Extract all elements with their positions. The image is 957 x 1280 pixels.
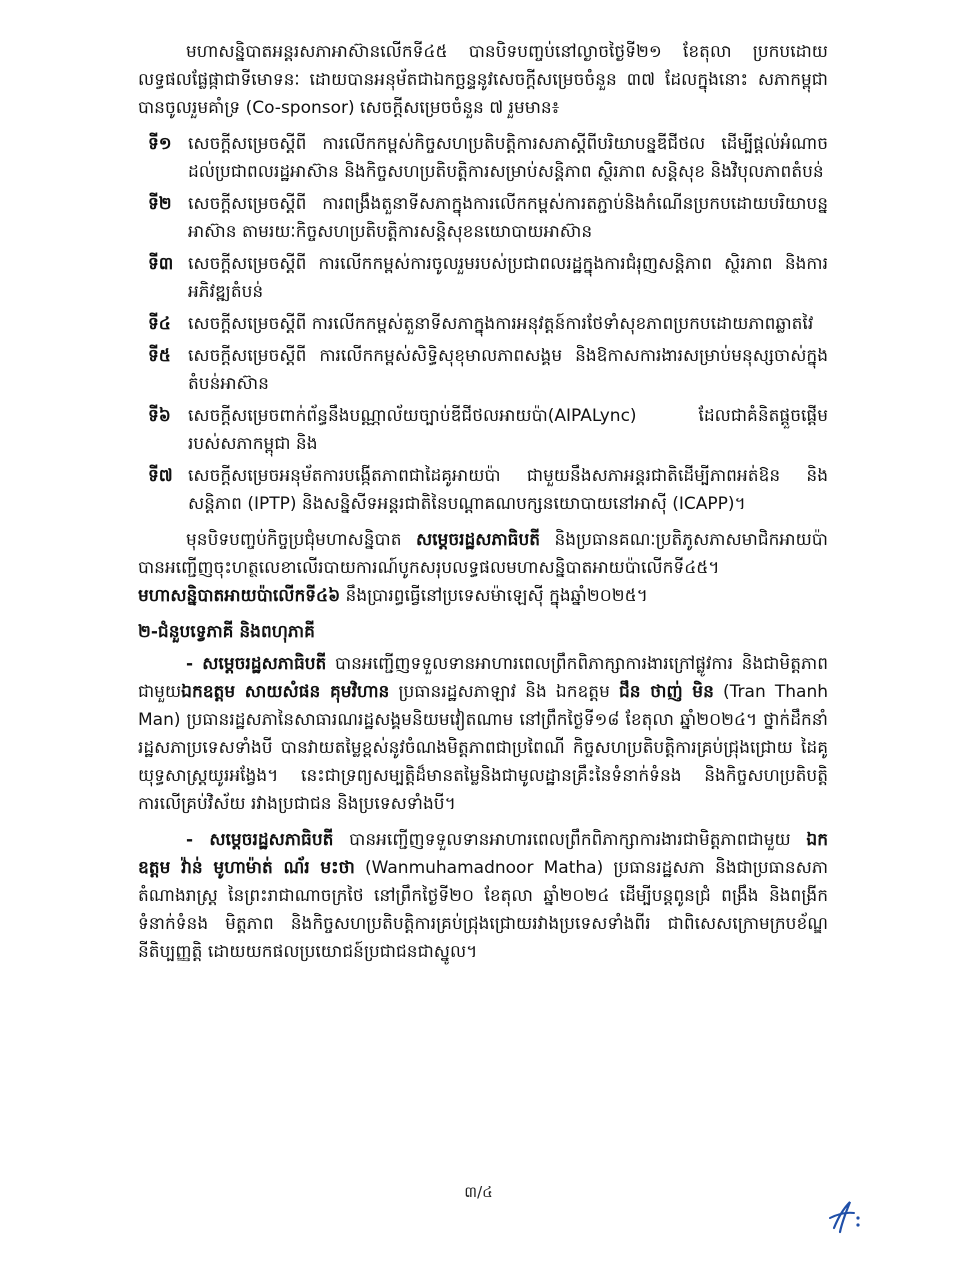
bullet-dash: - xyxy=(186,830,210,850)
item-text: សេចក្ដីសម្រេចអនុម័តការបង្កើតភាពជាដៃគូអាយប៉ា ជាមួយនឹងសភាអន្តរជាតិដើម្បីភាពអត់ឱន និងសន្តិភាព (IPTP) និងសន្និសីទអន្តរជាតិនៃបណ្ដាគណបក្សនយោបាយនៅអាស៊ី (ICAPP)។ xyxy=(188,466,828,514)
item-text: សេចក្ដីសម្រេចស្ដីពី ការលើកកម្ពស់តួនាទីសភាក្នុងការអនុវត្តន៍ការថែទាំសុខភាពប្រកបដោយភាពឆ្លាតវៃ xyxy=(188,314,814,334)
bilateral-paragraph-1 xyxy=(138,650,828,818)
bilateral-paragraph-2 xyxy=(138,826,828,966)
closing-text: និងប្រធានគណៈប្រតិភូសភាសមាជិកអាយប៉ា បានអញ្ជើញចុះហត្ថលេខាលើរបាយការណ៍បូកសរុបលទ្ធផលមហាសន្និបាតអាយប៉ាលើកទី៤៥។ xyxy=(138,530,828,578)
list-item xyxy=(138,462,828,518)
item-text: សេចក្ដីសម្រេចស្ដីពី ការលើកកម្ពស់ការចូលរួមរបស់ប្រជាពលរដ្ឋក្នុងការជំរុញសន្តិភាព ស្ថិរភាព និងការអភិវឌ្ឍតំបន់ xyxy=(188,254,828,302)
paragraph-text: បានអញ្ជើញទទួលទានអាហារពេលព្រឹកពិភាក្សាការងារជាមិត្តភាពជាមួយ xyxy=(333,830,807,850)
item-label: ទី១ xyxy=(148,134,172,154)
item-label: ទី៦ xyxy=(148,406,171,426)
page-number: ៣/៤ xyxy=(464,1183,493,1201)
closing-text: មុនបិទបញ្ចប់កិច្ចប្រជុំមហាសន្និបាត xyxy=(186,530,416,550)
signature-initial-icon xyxy=(820,1198,870,1236)
bullet-dash: - xyxy=(186,654,203,674)
item-text: សេចក្ដីសម្រេចពាក់ព័ន្ធនឹងបណ្ណាល័យច្បាប់ឌីជីថលអាយប៉ា(AIPALync) ដែលជាគំនិតផ្ដួចផ្ដើមរបស់សភាកម្ពុជា និង xyxy=(188,406,828,454)
person-name: ជឹន ថាញ់ មិន xyxy=(619,682,714,702)
paragraph-text: ប្រធានរដ្ឋសភាឡាវ និង ឯកឧត្តម xyxy=(389,682,620,702)
list-item xyxy=(138,190,828,246)
list-item xyxy=(138,310,828,338)
next-assembly: មហាសន្និបាតអាយប៉ាលើកទី៤៦ xyxy=(138,586,341,606)
president-title: សម្ដេចរដ្ឋសភាធិបតី xyxy=(202,654,327,674)
president-title: សម្ដេចរដ្ឋសភាធិបតី xyxy=(415,530,541,550)
item-text: សេចក្ដីសម្រេចស្ដីពី ការលើកកម្ពស់សិទ្ធិសុខុមាលភាពសង្គម និងឱកាសការងារសម្រាប់មនុស្សចាស់ក្នុងតំបន់អាស៊ាន xyxy=(188,346,828,394)
intro-paragraph: មហាសន្និបាតអន្តរសភាអាស៊ានលើកទី៤៥ បានបិទបញ្ចប់នៅល្ងាចថ្ងៃទី២១ ខែតុលា ប្រកបដោយលទ្ធផលផ្លែផ្កាជាទីមោទនៈ ដោយបានអនុម័តជាឯកច្ឆន្ទនូវសេចក្ដីសម្រេចចំនួន ៣៧ ដែលក្នុងនោះ សភាកម្ពុជាបានចូលរួមគាំទ្រ (Co-sponsor) សេចក្ដីសម្រេចចំនួន ៧ រួមមាន៖ xyxy=(138,42,828,118)
item-label: ទី៧ xyxy=(148,466,173,486)
item-label: ទី៥ xyxy=(148,346,171,366)
person-name: ឯកឧត្តម សាយសំផន គុមវិហាន xyxy=(181,682,390,702)
list-item xyxy=(138,342,828,398)
paragraph-text: (Wanmuhamadnoor Matha) ប្រធានរដ្ឋសភា និងជាប្រធានសភាតំណាងរាស្ត្រ នៃព្រះរាជាណាចក្រថៃ នៅព្រឹកថ្ងៃទី២០ ខែតុលា ឆ្នាំ២០២៤ ដើម្បីបន្តពូនជ្រំ ពង្រឹង និងពង្រីកទំនាក់ទំនង មិត្តភាព និងកិច្ចសហប្រតិបត្តិការគ្រប់ជ្រុងជ្រោយរវាងប្រទេសទាំងពីរ ជាពិសេសក្រោមក្របខ័ណ្ឌនីតិប្បញ្ញត្តិ ដោយយកផលប្រយោជន៍ប្រជាជនជាស្នូល។ xyxy=(138,858,829,962)
paragraph-text: (Tran Thanh Man) ប្រធានរដ្ឋសភានៃសាធារណរដ្ឋសង្គមនិយមវៀតណាម នៅព្រឹកថ្ងៃទី១៨ ខែតុលា ឆ្នាំ២០២៤។ ថ្នាក់ដឹកនាំរដ្ឋសភាប្រទេសទាំងបី បានវាយតម្លៃខ្ពស់នូវចំណងមិត្តភាពជាប្រពៃណី កិច្ចសហប្រតិបត្តិការគ្រប់ជ្រុងជ្រោយ ដៃគូយុទ្ធសាស្ត្រយូរអង្វែង។ នេះជាទ្រព្យសម្បត្តិដ៏មានតម្លៃនិងជាមូលដ្ឋានគ្រឹះនៃទំនាក់ទំនង និងកិច្ចសហប្រតិបត្តិការលើគ្រប់វិស័យ រវាងប្រជាជន និងប្រទេសទាំងបី។ xyxy=(138,682,828,814)
president-title: សម្ដេចរដ្ឋសភាធិបតី xyxy=(209,830,334,850)
resolutions-list xyxy=(138,130,828,518)
closing-paragraph xyxy=(138,526,828,610)
paragraph-text: បានអញ្ជើញទទួលទានអាហារពេលព្រឹកពិភាក្សាការងារក្រៅផ្លូវការ និងជាមិត្តភាព ជាមួយ xyxy=(138,654,828,702)
item-label: ទី២ xyxy=(148,194,172,214)
list-item xyxy=(138,130,828,186)
item-label: ទី៤ xyxy=(148,314,171,334)
item-label: ទី៣ xyxy=(148,254,174,274)
list-item xyxy=(138,402,828,458)
closing-text: នឹងប្រារព្ធធ្វើនៅប្រទេសម៉ាឡេស៊ី ក្នុងឆ្នាំ២០២៥។ xyxy=(340,586,648,606)
item-text: សេចក្ដីសម្រេចស្ដីពី ការពង្រឹងតួនាទីសភាក្នុងការលើកកម្ពស់ការតភ្ជាប់និងកំណើនប្រកបដោយបរិយាបន្នអាស៊ាន តាមរយៈកិច្ចសហប្រតិបត្តិការសន្តិសុខនយោបាយអាស៊ាន xyxy=(188,194,828,242)
document-body xyxy=(138,38,828,974)
section-heading: ២-ជំនួបទ្វេភាគី និងពហុភាគី xyxy=(138,622,315,642)
list-item xyxy=(138,250,828,306)
item-text: សេចក្ដីសម្រេចស្ដីពី ការលើកកម្ពស់កិច្ចសហប្រតិបត្តិការសភាស្ដីពីបរិយាបន្នឌីជីថល ដើម្បីផ្ដល់អំណាចដល់ប្រជាពលរដ្ឋអាស៊ាន និងកិច្ចសហប្រតិបត្តិការសម្រាប់សន្តិភាព ស្ថិរភាព សន្តិសុខ និងវិបុលភាពតំបន់ xyxy=(188,134,828,182)
person-name: ឯកឧត្តម វ៉ាន់ មូហាម៉ាត់ ណ័រ មះថា xyxy=(138,830,828,878)
